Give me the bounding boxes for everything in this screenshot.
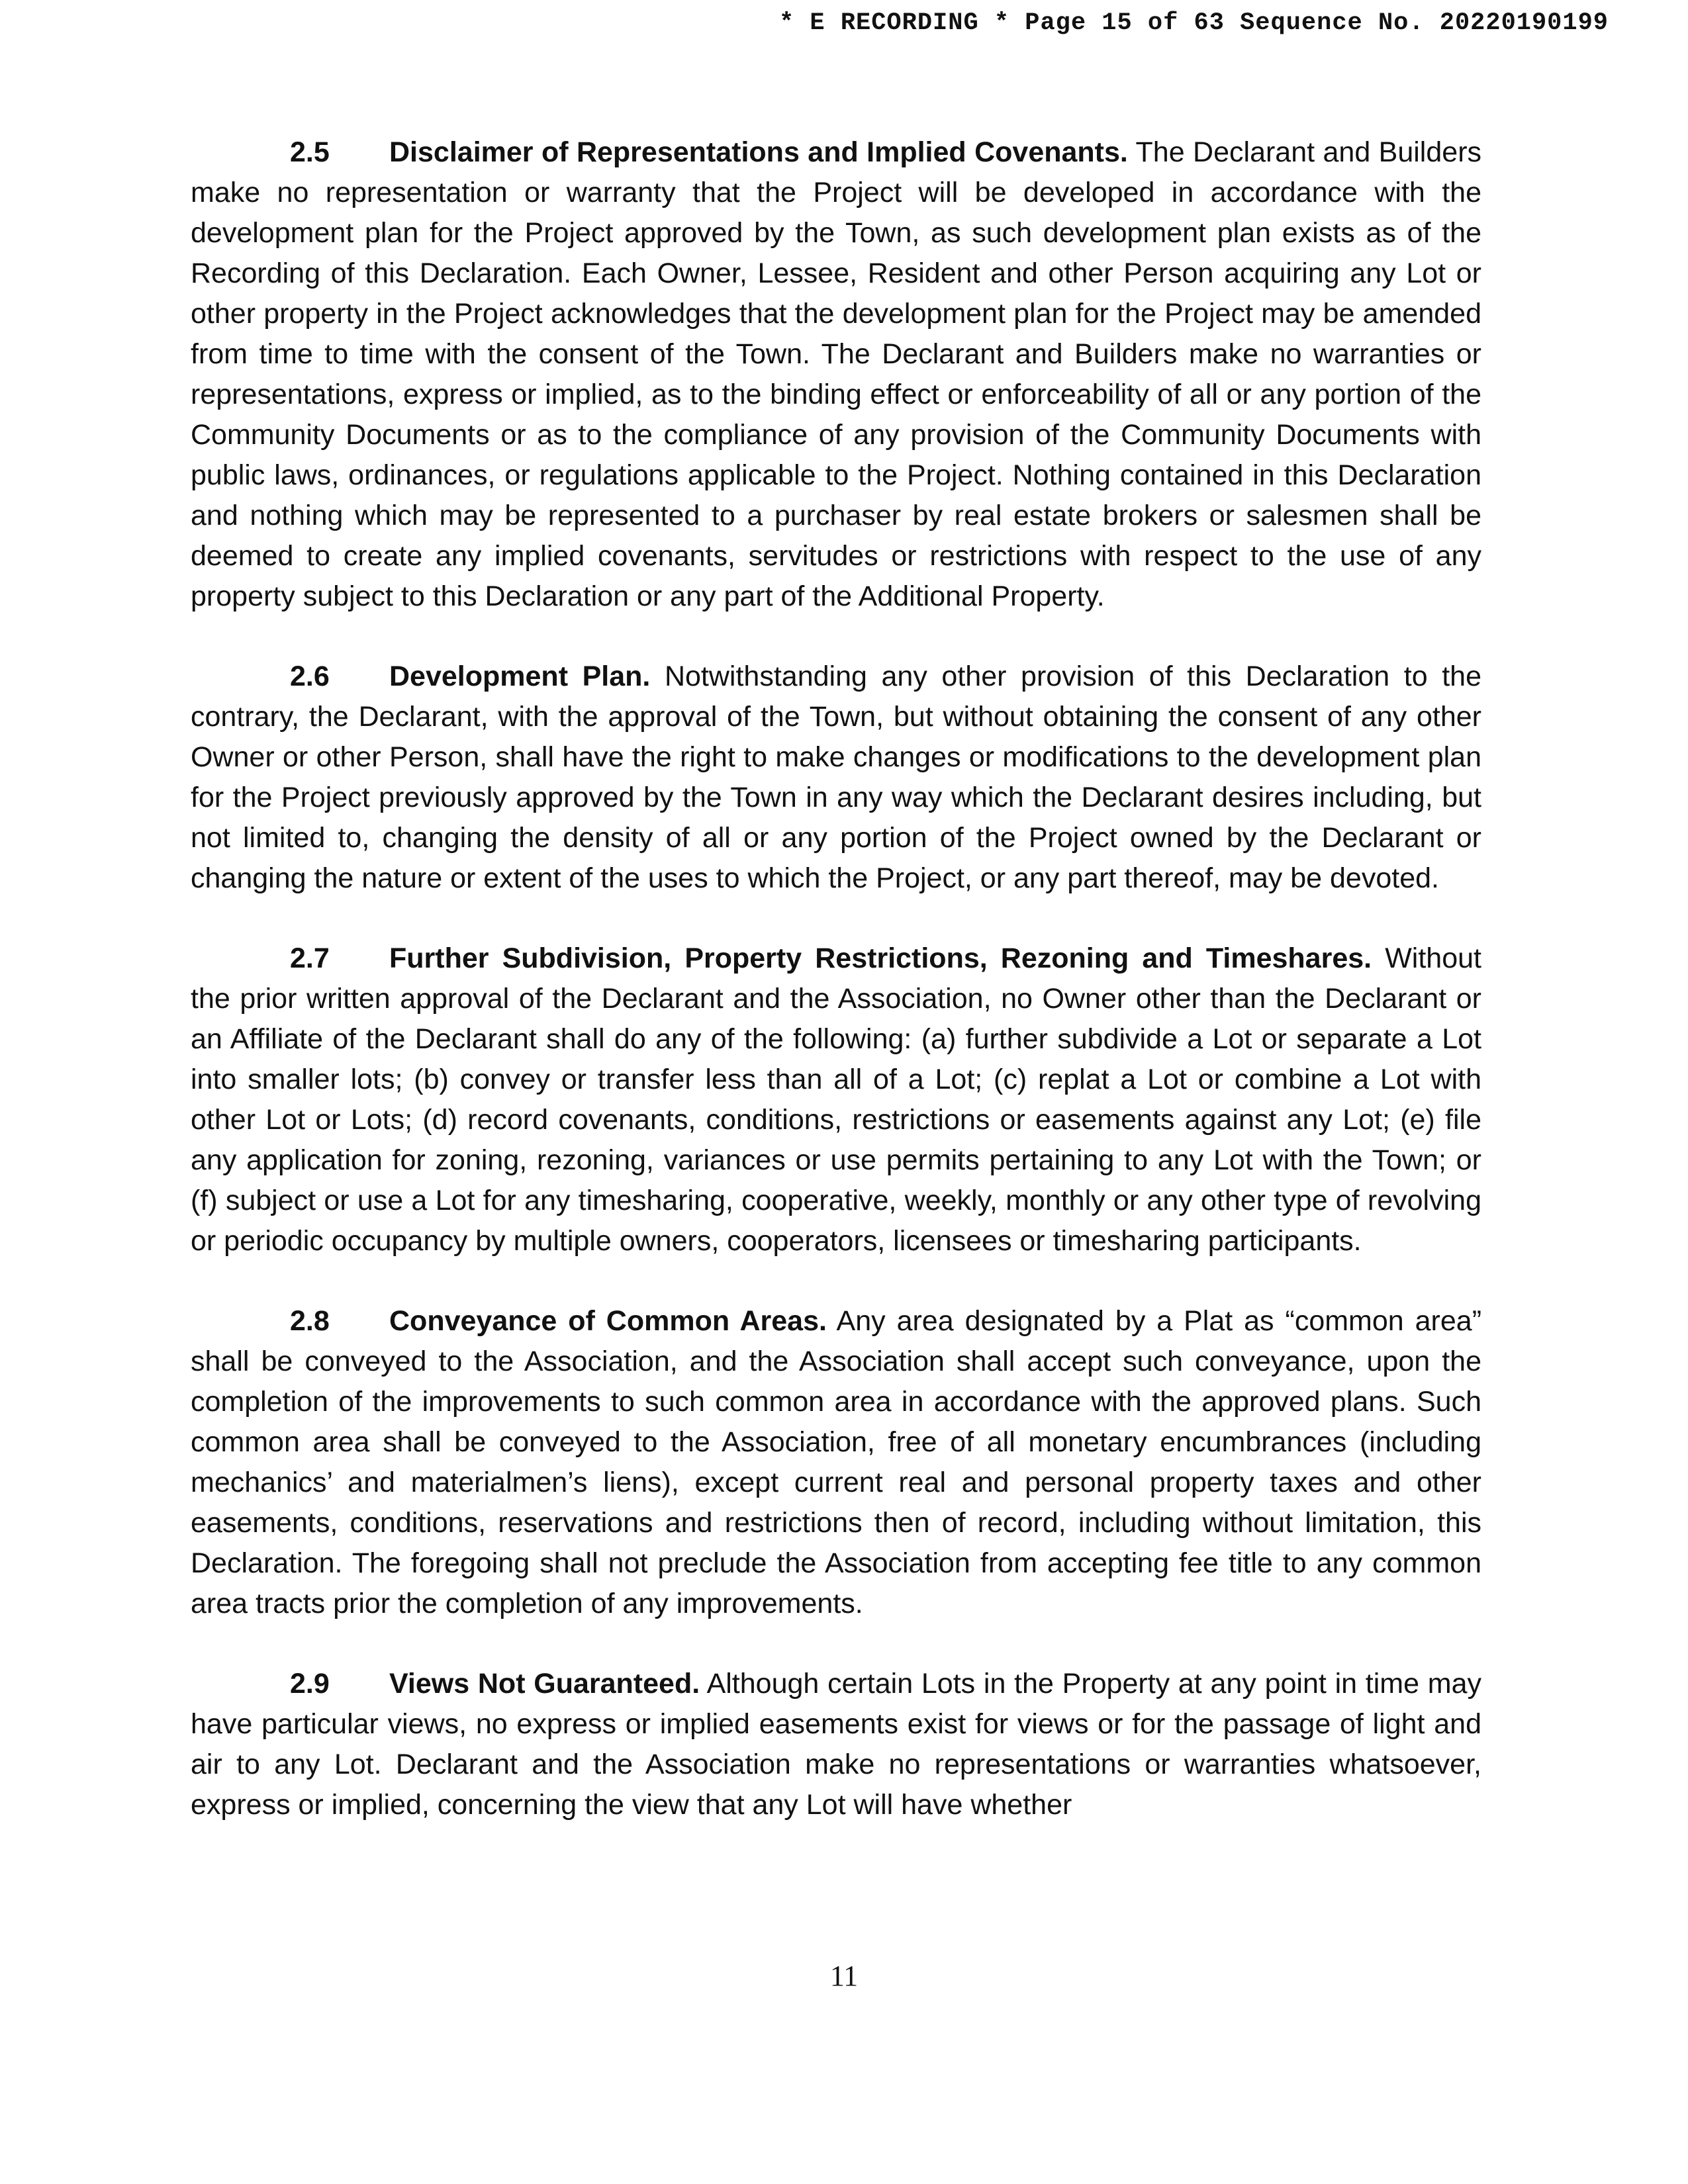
section-number: 2.9 (290, 1668, 330, 1700)
recording-header: * E RECORDING * Page 15 of 63 Sequence No. 20220190199 (779, 9, 1609, 37)
section-2-9 (191, 1664, 1481, 1825)
section-heading: Conveyance of Common Areas. (389, 1305, 827, 1337)
section-2-7 (191, 938, 1481, 1261)
section-body: Without the prior written approval of the Declarant and the Association, no Owner other than the Declarant or an Affiliate of the Declarant shall do any of the following: (a) further subdivide a Lot or separate a Lot into smaller lots; (b) convey or transfer less than all of a Lot; (c) replat a Lot or combine a Lot with other Lot or Lots; (d) record covenants, conditions, restrictions or easements against any Lot; (e) file any application for zoning, rezoning, variances or use permits pertaining to any Lot with the Town; or (f) subject or use a Lot for any timesharing, cooperative, weekly, monthly or any other type of revolving or periodic occupancy by multiple owners, cooperators, licensees or timesharing participants. (191, 942, 1481, 1257)
section-heading: Development Plan. (389, 660, 651, 692)
section-body: The Declarant and Builders make no representation or warranty that the Project will be developed in accordance with the development plan for the Project approved by the Town, as such development plan exists as of the Recording of this Declaration. Each Owner, Lessee, Resident and other Person acquiring any Lot or other property in the Project acknowledges that the development plan for the Project may be amended from time to time with the consent of the Town. The Declarant and Builders make no warranties or representations, express or implied, as to the binding effect or enforceability of all or any portion of the Community Documents or as to the compliance of any provision of the Community Documents with public laws, ordinances, or regulations applicable to the Project. Nothing contained in this Declaration and nothing which may be represented to a purchaser by real estate brokers or salesmen shall be deemed to create any implied covenants, servitudes or restrictions with respect to the use of any property subject to this Declaration or any part of the Additional Property. (191, 136, 1482, 612)
section-number: 2.8 (290, 1305, 330, 1337)
section-number: 2.5 (290, 136, 330, 168)
section-2-8 (191, 1301, 1481, 1624)
section-number: 2.7 (290, 942, 330, 974)
section-body: Notwithstanding any other provision of this Declaration to the contrary, the Declarant, with the approval of the Town, but without obtaining the consent of any other Owner or other Person, shall have the right to make changes or modifications to the development plan for the Project previously approved by the Town in any way which the Declarant desires including, but not limited to, changing the density of all or any portion of the Project owned by the Declarant or changing the nature or extent of the uses to which the Project, or any part thereof, may be devoted. (191, 660, 1481, 894)
section-heading: Disclaimer of Representations and Implied Covenants. (389, 136, 1128, 168)
section-2-5 (191, 132, 1481, 617)
section-body: Although certain Lots in the Property at any point in time may have particular views, no express or implied easements exist for views or for the passage of light and air to any Lot. Declarant and the Association make no representations or warranties whatsoever, express or implied, concerning the view that any Lot will have whether (191, 1668, 1482, 1821)
section-2-6 (191, 657, 1481, 899)
page-number: 11 (829, 1960, 859, 1992)
section-number: 2.6 (290, 660, 330, 692)
section-body: Any area designated by a Plat as “common area” shall be conveyed to the Association, and the Association shall accept such conveyance, upon the completion of the improvements to such common area in accordance with the approved plans. Such common area shall be conveyed to the Association, free of all monetary encumbrances (including mechanics’ and materialmen’s liens), except current real and personal property taxes and other easements, conditions, reservations and restrictions then of record, including without limitation, this Declaration. The foregoing shall not preclude the Association from accepting fee title to any common area tracts prior the completion of any improvements. (191, 1305, 1482, 1619)
section-heading: Further Subdivision, Property Restrictions, Rezoning and Timeshares. (389, 942, 1372, 974)
document-body (191, 132, 1481, 1865)
section-heading: Views Not Guaranteed. (389, 1668, 700, 1700)
